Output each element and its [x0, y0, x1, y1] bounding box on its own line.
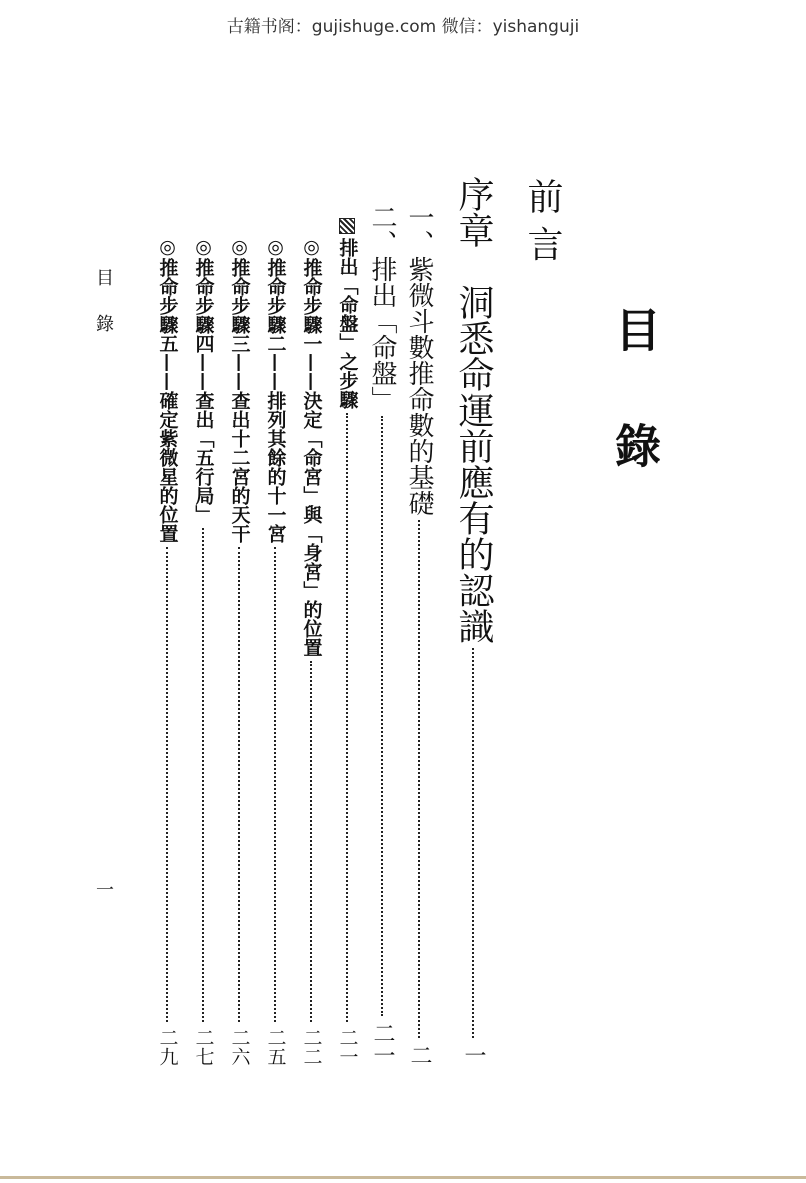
toc-entry[interactable] [450, 176, 496, 1066]
toc-entry-text: ◎推命步驟二——排列其餘的十一宮 [264, 236, 287, 543]
toc-page-number: 二一 [336, 1028, 359, 1066]
toc-entry[interactable] [190, 236, 216, 1066]
toc-entry[interactable] [365, 204, 399, 1066]
toc-page-number: 二六 [228, 1028, 251, 1066]
toc-entry-text: 二、排出「命盤」 [367, 204, 397, 412]
toc-entry[interactable] [262, 236, 288, 1066]
toc-page-number: 二七 [192, 1028, 215, 1066]
square-bullet-icon [339, 218, 355, 234]
toc-entry-text: ◎推命步驟一——決定「命宮」與「身宮」的位置 [300, 236, 323, 657]
toc-page-number: 二五 [264, 1028, 287, 1066]
running-title-char-1: 目 [93, 268, 114, 286]
toc-leader-dots [274, 547, 276, 1022]
toc-entry-text: 序章 洞悉命運前應有的認識 [453, 176, 494, 644]
toc-page-number: 二一 [370, 1022, 395, 1066]
title-char-1: 目 [608, 306, 662, 354]
toc-entry-text: 排出「命盤」之步驟 [336, 238, 359, 409]
toc-entry-preface[interactable] [522, 178, 563, 262]
toc-leader-dots [346, 413, 348, 1022]
toc-entry-text: 一、紫微斗數推命數的基礎 [404, 204, 434, 516]
bottom-rule [0, 1176, 806, 1179]
toc-leader-dots [166, 547, 168, 1022]
title-char-2: 錄 [608, 422, 662, 470]
page-title [608, 306, 662, 470]
toc-page-number: 一 [461, 1044, 486, 1066]
toc-entry-text: ◎推命步驟四——查出「五行局」 [192, 236, 215, 524]
running-title [94, 268, 112, 332]
toc-leader-dots [202, 528, 204, 1022]
toc-entry[interactable] [402, 204, 436, 1066]
toc-leader-dots [238, 547, 240, 1022]
toc-leader-dots [472, 648, 474, 1038]
toc-leader-dots [418, 520, 420, 1038]
toc-entry[interactable] [298, 236, 324, 1066]
toc-entry[interactable] [154, 236, 180, 1066]
watermark: 古籍书阁：gujishuge.com 微信：yishanguji [226, 17, 580, 37]
toc-entry-text: ◎推命步驟五——確定紫微星的位置 [156, 236, 179, 543]
toc-leader-dots [381, 416, 383, 1016]
toc-entry[interactable] [226, 236, 252, 1066]
toc-entry-text: ◎推命步驟三——查出十二宮的天干 [228, 236, 251, 543]
toc-page-number: 二九 [156, 1028, 179, 1066]
toc-leader-dots [310, 661, 312, 1022]
toc-page-number: 二 [407, 1044, 432, 1066]
toc-entry[interactable] [334, 218, 360, 1066]
toc-entry-text: 前 言 [522, 178, 563, 262]
running-title-char-2: 錄 [93, 314, 114, 332]
folio-page-number: 一 [93, 880, 114, 898]
toc-page-number: 二二 [300, 1028, 323, 1066]
